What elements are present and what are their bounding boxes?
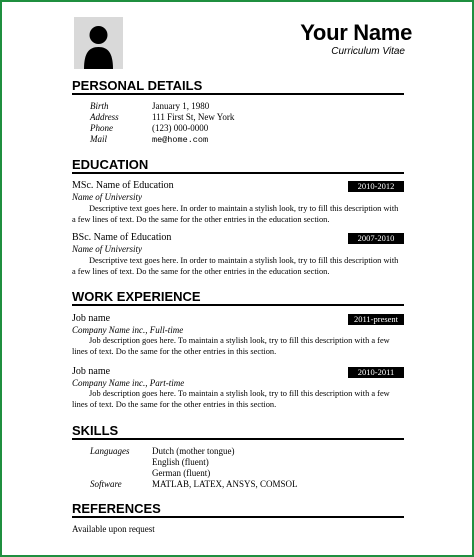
work-entry-description: Job description goes here. To maintain a stylish look, try to fill this description with a few lines of text. Do the same for the other entries in this section. — [72, 336, 390, 357]
education-entry-title: MSc. Name of Education — [72, 180, 174, 191]
skills-language-item: English (fluent) — [152, 457, 209, 467]
date-badge: 2010-2011 — [348, 367, 404, 378]
work-entry-description: Job description goes here. To maintain a stylish look, try to fill this description with a few lines of text. Do the same for the other entries in this section. — [72, 389, 390, 410]
education-entry-description: Descriptive text goes here. In order to maintain a stylish look, try to fill this description with a few lines of text. Do the same for the other entries in the education section. — [72, 256, 399, 277]
person-silhouette-icon — [74, 17, 123, 69]
skills-software-list: MATLAB, LATEX, ANSYS, COMSOL — [152, 479, 298, 489]
section-rule — [72, 516, 404, 518]
section-rule — [72, 304, 404, 306]
date-badge: 2007-2010 — [348, 233, 404, 244]
skills-language-item: German (fluent) — [152, 468, 211, 478]
personal-value-phone: (123) 000-0000 — [152, 123, 209, 133]
cv-subtitle: Curriculum Vitae — [331, 46, 405, 57]
personal-label-birth: Birth — [90, 101, 109, 111]
work-entry-title: Job name — [72, 313, 111, 324]
work-entry-title: Job name — [72, 366, 111, 377]
personal-value-birth: January 1, 1980 — [152, 101, 210, 111]
skills-label-languages: Languages — [90, 446, 130, 456]
section-title-education: EDUCATION — [72, 157, 149, 172]
date-badge: 2011-present — [348, 314, 404, 325]
date-badge: 2010-2012 — [348, 181, 404, 192]
skills-label-software: Software — [90, 479, 122, 489]
education-entry-institution: Name of University — [72, 244, 142, 254]
personal-label-phone: Phone — [90, 123, 113, 133]
work-entry-company: Company Name inc., Full-time — [72, 325, 184, 335]
personal-value-mail: me@home.com — [152, 135, 209, 145]
section-title-work: WORK EXPERIENCE — [72, 289, 201, 304]
personal-value-address: 111 First St, New York — [152, 112, 235, 122]
profile-photo — [74, 17, 123, 69]
section-title-skills: SKILLS — [72, 423, 119, 438]
skills-language-item: Dutch (mother tongue) — [152, 446, 235, 456]
section-title-references: REFERENCES — [72, 501, 161, 516]
education-entry-institution: Name of University — [72, 192, 142, 202]
section-rule — [72, 438, 404, 440]
work-entry-company: Company Name inc., Part-time — [72, 378, 185, 388]
section-rule — [72, 93, 404, 95]
education-entry-description: Descriptive text goes here. In order to maintain a stylish look, try to fill this description with a few lines of text. Do the same for the other entries in the education section. — [72, 204, 399, 225]
cv-name: Your Name — [300, 20, 412, 45]
education-entry-title: BSc. Name of Education — [72, 232, 172, 243]
section-rule — [72, 172, 404, 174]
references-text: Available upon request — [72, 524, 155, 534]
section-title-personal: PERSONAL DETAILS — [72, 78, 203, 93]
personal-label-address: Address — [90, 112, 119, 122]
personal-label-mail: Mail — [90, 134, 107, 144]
